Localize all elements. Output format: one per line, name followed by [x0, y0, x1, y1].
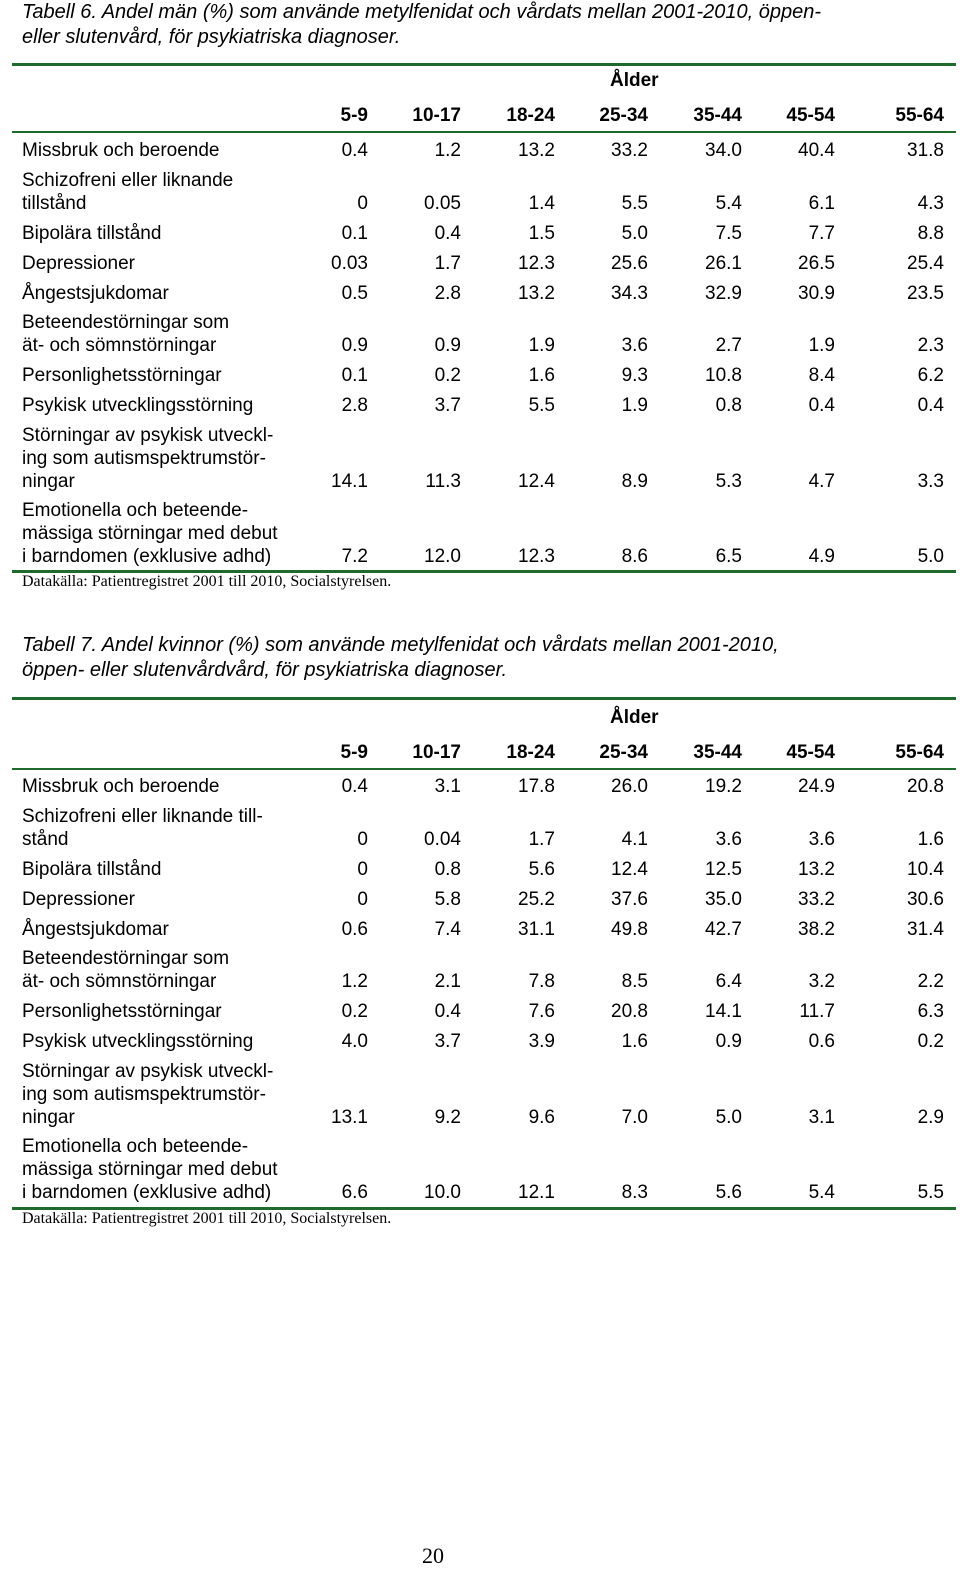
value-cell: 42.7: [705, 919, 742, 940]
value-cell: 7.6: [528, 1001, 555, 1022]
table-row: [22, 1030, 947, 1053]
table-7-top-rule: [12, 697, 956, 700]
value-cell: 2.2: [917, 971, 944, 992]
value-cell: 0.03: [331, 253, 368, 274]
value-cell: 0: [357, 859, 368, 880]
table-row: [22, 947, 947, 993]
column-header-10-17: 10-17: [412, 105, 461, 126]
column-header-5-9: 5-9: [340, 105, 368, 126]
table-row: [22, 139, 947, 162]
table-row: [22, 311, 947, 357]
value-cell: 2.3: [917, 335, 944, 356]
row-label-bipolara-tillstand: Bipolära tillstånd: [22, 859, 162, 880]
table-row: [22, 775, 947, 798]
value-cell: 1.6: [917, 829, 944, 850]
value-cell: 20.8: [611, 1001, 648, 1022]
value-cell: 5.6: [528, 859, 555, 880]
value-cell: 3.7: [434, 395, 461, 416]
column-header-5-9: 5-9: [340, 742, 368, 763]
row-label-storningar-av-psykisk-utveckl-ing-som-autismspektrumstor-ningar: Störningar av psykisk utveckl- ing som autismspektrumstör- ningar: [22, 1061, 274, 1128]
value-cell: 8.4: [808, 365, 835, 386]
value-cell: 19.2: [705, 776, 742, 797]
table-row: [22, 1135, 947, 1204]
value-cell: 1.9: [808, 335, 835, 356]
value-cell: 10.8: [705, 365, 742, 386]
row-label-emotionella-och-beteende-massiga-storningar-med-debut-i-barndomen-exklusive-adhd: Emotionella och beteende- mässiga störningar med debut i barndomen (exklusive adhd): [22, 1136, 278, 1203]
value-cell: 9.3: [621, 365, 648, 386]
value-cell: 6.1: [808, 193, 835, 214]
value-cell: 12.3: [518, 546, 555, 567]
value-cell: 0.1: [341, 365, 368, 386]
table-7-caption: Tabell 7. Andel kvinnor (%) som använde metylfenidat och vårdats mellan 2001-2010, öppen- eller slutenvårdvård, för psykiatriska diagnoser.: [22, 634, 779, 681]
value-cell: 7.4: [434, 919, 461, 940]
value-cell: 8.8: [917, 223, 944, 244]
value-cell: 0: [357, 193, 368, 214]
value-cell: 6.5: [715, 546, 742, 567]
table-row: [22, 424, 947, 493]
table-row: [22, 918, 947, 941]
value-cell: 6.2: [917, 365, 944, 386]
value-cell: 26.5: [798, 253, 835, 274]
value-cell: 34.3: [611, 283, 648, 304]
value-cell: 24.9: [798, 776, 835, 797]
table-row: [22, 805, 947, 851]
row-label-emotionella-och-beteende-massiga-storningar-med-debut-i-barndomen-exklusive-adhd: Emotionella och beteende- mässiga störningar med debut i barndomen (exklusive adhd): [22, 500, 278, 567]
row-label-angestsjukdomar: Ångestsjukdomar: [22, 919, 169, 940]
value-cell: 6.3: [917, 1001, 944, 1022]
table-7-header-rule: [12, 768, 956, 770]
row-label-missbruk-och-beroende: Missbruk och beroende: [22, 140, 220, 161]
value-cell: 33.2: [611, 140, 648, 161]
value-cell: 5.5: [528, 395, 555, 416]
row-label-depressioner: Depressioner: [22, 889, 135, 910]
value-cell: 32.9: [705, 283, 742, 304]
column-header-25-34: 25-34: [599, 105, 648, 126]
value-cell: 12.4: [611, 859, 648, 880]
value-cell: 0.9: [715, 1031, 742, 1052]
value-cell: 2.9: [917, 1107, 944, 1128]
value-cell: 4.7: [808, 471, 835, 492]
value-cell: 7.8: [528, 971, 555, 992]
table-row: [22, 394, 947, 417]
column-header-10-17: 10-17: [412, 742, 461, 763]
value-cell: 0: [357, 889, 368, 910]
value-cell: 5.6: [715, 1182, 742, 1203]
value-cell: 23.5: [907, 283, 944, 304]
value-cell: 2.8: [341, 395, 368, 416]
row-label-schizofreni-eller-liknande-till-stand: Schizofreni eller liknande till- stånd: [22, 806, 263, 850]
value-cell: 4.0: [341, 1031, 368, 1052]
value-cell: 3.3: [917, 471, 944, 492]
value-cell: 6.6: [341, 1182, 368, 1203]
value-cell: 31.1: [518, 919, 555, 940]
column-header-45-54: 45-54: [786, 105, 835, 126]
value-cell: 5.0: [917, 546, 944, 567]
table-6-top-rule: [12, 63, 956, 66]
table-7-age-group-header: Ålder: [610, 707, 659, 728]
row-label-personlighetsstorningar: Personlighetsstörningar: [22, 1001, 222, 1022]
value-cell: 33.2: [798, 889, 835, 910]
value-cell: 12.1: [518, 1182, 555, 1203]
value-cell: 3.7: [434, 1031, 461, 1052]
value-cell: 0.6: [341, 919, 368, 940]
value-cell: 3.6: [808, 829, 835, 850]
value-cell: 7.5: [715, 223, 742, 244]
value-cell: 5.0: [621, 223, 648, 244]
value-cell: 9.6: [528, 1107, 555, 1128]
column-header-18-24: 18-24: [506, 742, 555, 763]
value-cell: 5.3: [715, 471, 742, 492]
value-cell: 0.2: [917, 1031, 944, 1052]
value-cell: 10.0: [424, 1182, 461, 1203]
column-header-25-34: 25-34: [599, 742, 648, 763]
value-cell: 3.1: [434, 776, 461, 797]
table-row: [22, 499, 947, 568]
value-cell: 0.4: [917, 395, 944, 416]
table-6-caption: Tabell 6. Andel män (%) som använde metylfenidat och vårdats mellan 2001-2010, öppen- eller slutenvård, för psykiatriska diagnoser.: [22, 1, 821, 48]
table-row: [22, 1060, 947, 1129]
value-cell: 4.9: [808, 546, 835, 567]
value-cell: 0.9: [434, 335, 461, 356]
value-cell: 7.2: [341, 546, 368, 567]
value-cell: 11.3: [425, 471, 461, 492]
value-cell: 3.1: [808, 1107, 835, 1128]
table-row: [22, 858, 947, 881]
table-row: [22, 169, 947, 215]
value-cell: 2.1: [434, 971, 461, 992]
table-row: [22, 222, 947, 245]
row-label-psykisk-utvecklingsstorning: Psykisk utvecklingsstörning: [22, 395, 254, 416]
value-cell: 20.8: [907, 776, 944, 797]
value-cell: 11.7: [799, 1001, 835, 1022]
value-cell: 3.9: [528, 1031, 555, 1052]
value-cell: 38.2: [798, 919, 835, 940]
value-cell: 0.5: [341, 283, 368, 304]
column-header-55-64: 55-64: [895, 742, 944, 763]
value-cell: 31.4: [907, 919, 944, 940]
table-row: [22, 888, 947, 911]
value-cell: 13.2: [518, 140, 555, 161]
row-label-schizofreni-eller-liknande-tillstand: Schizofreni eller liknande tillstånd: [22, 170, 234, 214]
value-cell: 12.5: [705, 859, 742, 880]
row-label-beteendestorningar-som-at-och-somnstorningar: Beteendestörningar som ät- och sömnstörningar: [22, 312, 230, 356]
table-row: [22, 252, 947, 275]
value-cell: 0.04: [424, 829, 461, 850]
value-cell: 8.6: [621, 546, 648, 567]
column-header-35-44: 35-44: [693, 105, 742, 126]
value-cell: 7.0: [621, 1107, 648, 1128]
value-cell: 0.4: [341, 140, 368, 161]
value-cell: 1.6: [528, 365, 555, 386]
value-cell: 25.6: [611, 253, 648, 274]
value-cell: 5.4: [715, 193, 742, 214]
row-label-personlighetsstorningar: Personlighetsstörningar: [22, 365, 222, 386]
value-cell: 12.3: [518, 253, 555, 274]
column-header-45-54: 45-54: [786, 742, 835, 763]
table-6-source-note: Datakälla: Patientregistret 2001 till 2010, Socialstyrelsen.: [22, 573, 392, 590]
value-cell: 2.7: [715, 335, 742, 356]
value-cell: 0.4: [808, 395, 835, 416]
value-cell: 4.1: [621, 829, 648, 850]
value-cell: 13.2: [798, 859, 835, 880]
value-cell: 25.2: [518, 889, 555, 910]
value-cell: 14.1: [331, 471, 368, 492]
value-cell: 37.6: [611, 889, 648, 910]
column-header-55-64: 55-64: [895, 105, 944, 126]
value-cell: 5.5: [917, 1182, 944, 1203]
value-cell: 0.6: [808, 1031, 835, 1052]
value-cell: 1.2: [434, 140, 461, 161]
value-cell: 26.0: [611, 776, 648, 797]
value-cell: 0.4: [434, 223, 461, 244]
value-cell: 3.6: [621, 335, 648, 356]
value-cell: 4.3: [917, 193, 944, 214]
value-cell: 0.4: [341, 776, 368, 797]
value-cell: 14.1: [705, 1001, 742, 1022]
value-cell: 1.5: [528, 223, 555, 244]
value-cell: 30.9: [798, 283, 835, 304]
value-cell: 0.8: [715, 395, 742, 416]
value-cell: 12.4: [518, 471, 555, 492]
value-cell: 12.0: [424, 546, 461, 567]
value-cell: 0.1: [341, 223, 368, 244]
value-cell: 3.2: [808, 971, 835, 992]
value-cell: 8.3: [621, 1182, 648, 1203]
value-cell: 6.4: [715, 971, 742, 992]
value-cell: 1.9: [528, 335, 555, 356]
value-cell: 0.8: [434, 859, 461, 880]
value-cell: 13.1: [331, 1107, 368, 1128]
value-cell: 25.4: [907, 253, 944, 274]
table-row: [22, 364, 947, 387]
value-cell: 9.2: [434, 1107, 461, 1128]
value-cell: 0.9: [341, 335, 368, 356]
value-cell: 10.4: [907, 859, 944, 880]
value-cell: 1.7: [528, 829, 555, 850]
page-number: 20: [422, 1543, 444, 1568]
value-cell: 0.2: [434, 365, 461, 386]
value-cell: 30.6: [907, 889, 944, 910]
value-cell: 17.8: [518, 776, 555, 797]
value-cell: 0.2: [341, 1001, 368, 1022]
value-cell: 5.8: [434, 889, 461, 910]
value-cell: 5.4: [808, 1182, 835, 1203]
column-header-18-24: 18-24: [506, 105, 555, 126]
value-cell: 5.5: [621, 193, 648, 214]
row-label-beteendestorningar-som-at-och-somnstorningar: Beteendestörningar som ät- och sömnstörningar: [22, 948, 230, 992]
value-cell: 0.05: [424, 193, 461, 214]
row-label-depressioner: Depressioner: [22, 253, 135, 274]
value-cell: 0.4: [434, 1001, 461, 1022]
row-label-psykisk-utvecklingsstorning: Psykisk utvecklingsstörning: [22, 1031, 254, 1052]
value-cell: 49.8: [611, 919, 648, 940]
value-cell: 1.7: [434, 253, 461, 274]
value-cell: 0: [357, 829, 368, 850]
table-7-source-note: Datakälla: Patientregistret 2001 till 2010, Socialstyrelsen.: [22, 1210, 392, 1227]
row-label-storningar-av-psykisk-utveckl-ing-som-autismspektrumstor-ningar: Störningar av psykisk utveckl- ing som autismspektrumstör- ningar: [22, 425, 274, 492]
value-cell: 1.9: [621, 395, 648, 416]
row-label-angestsjukdomar: Ångestsjukdomar: [22, 283, 169, 304]
value-cell: 1.6: [621, 1031, 648, 1052]
value-cell: 13.2: [518, 283, 555, 304]
value-cell: 8.9: [621, 471, 648, 492]
value-cell: 35.0: [705, 889, 742, 910]
value-cell: 2.8: [434, 283, 461, 304]
value-cell: 5.0: [715, 1107, 742, 1128]
value-cell: 40.4: [798, 140, 835, 161]
value-cell: 1.2: [341, 971, 368, 992]
value-cell: 26.1: [705, 253, 742, 274]
row-label-bipolara-tillstand: Bipolära tillstånd: [22, 223, 162, 244]
value-cell: 8.5: [621, 971, 648, 992]
table-6-header-rule: [12, 131, 956, 133]
value-cell: 31.8: [907, 140, 944, 161]
value-cell: 3.6: [715, 829, 742, 850]
table-row: [22, 1000, 947, 1023]
column-header-35-44: 35-44: [693, 742, 742, 763]
row-label-missbruk-och-beroende: Missbruk och beroende: [22, 776, 220, 797]
table-row: [22, 282, 947, 305]
value-cell: 7.7: [808, 223, 835, 244]
value-cell: 34.0: [705, 140, 742, 161]
table-6-age-group-header: Ålder: [610, 70, 659, 91]
value-cell: 1.4: [528, 193, 555, 214]
